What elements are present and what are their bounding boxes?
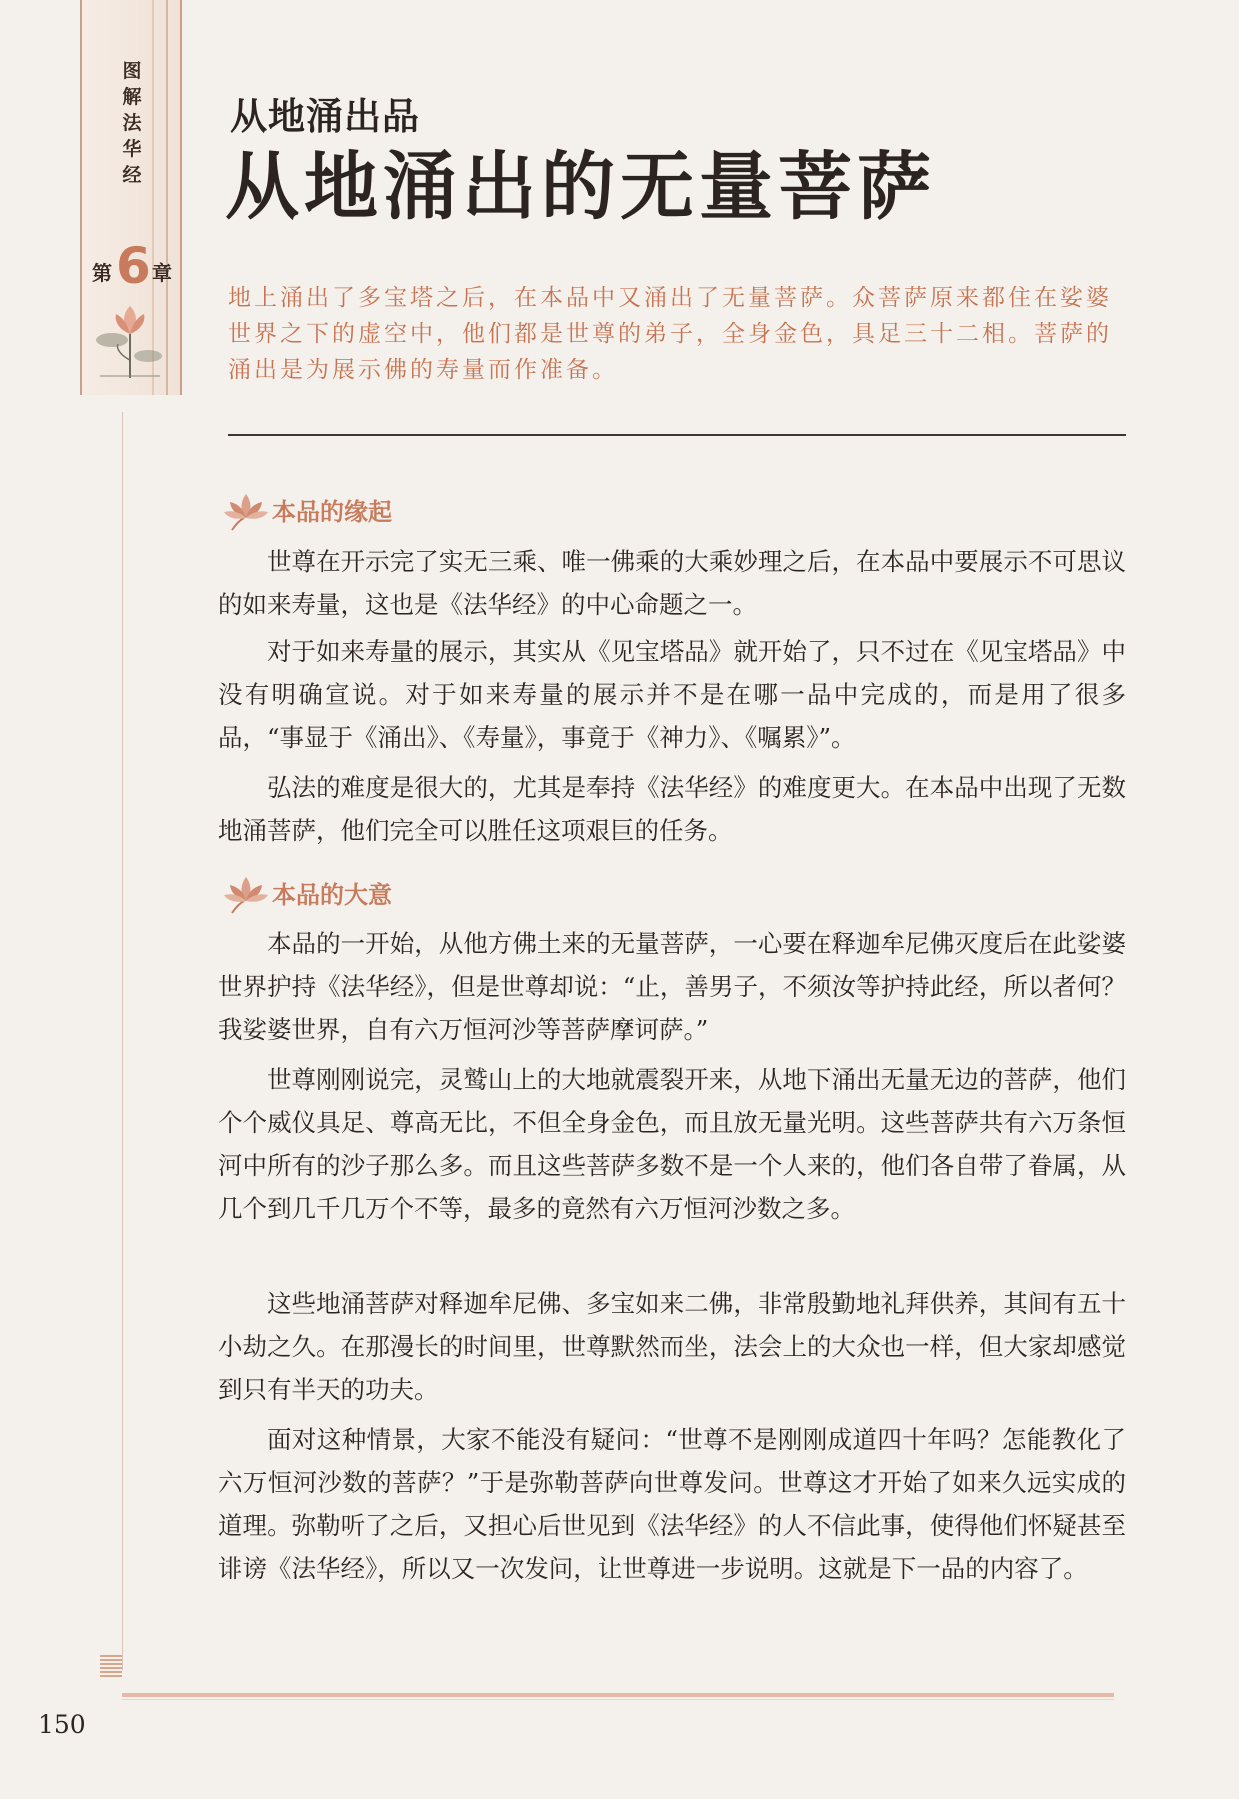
body-paragraph: 世尊刚刚说完，灵鹫山上的大地就震裂开来，从地下涌出无量无边的菩萨，他们个个威仪具足、尊高无比，不但全身金色，而且放无量光明。这些菩萨共有六万条恒河中所有的沙子那么多。而且这些菩萨多数不是一个人来的，他们各自带了眷属，从几个到几千几万个不等，最多的竟然有六万恒河沙数之多。 <box>218 1065 1126 1223</box>
footer-rule <box>122 1699 1114 1700</box>
body-paragraph: 对于如来寿量的展示，其实从《见宝塔品》就开始了，只不过在《见宝塔品》中没有明确宣说。对于如来寿量的展示并不是在哪一品中完成的，而是用了很多品，“事显于《涌出》、《寿量》，事竟于《神力》、《嘱累》”。 <box>218 637 1126 752</box>
page-number: 150 <box>38 1710 86 1739</box>
footer-rule <box>122 1693 1114 1697</box>
section-heading-label: 本品的缘起 <box>272 498 392 526</box>
chapter-badge <box>88 237 180 295</box>
section-subtitle: 从地涌出品 <box>230 94 420 138</box>
body-paragraph: 这些地涌菩萨对释迦牟尼佛、多宝如来二佛，非常殷勤地礼拜供养，其间有五十小劫之久。在那漫长的时间里，世尊默然而坐，法会上的大众也一样，但大家却感觉到只有半天的功夫。 <box>218 1289 1126 1404</box>
chapter-suffix: 章 <box>152 261 172 285</box>
lotus-flower-icon <box>222 490 268 532</box>
page-title: 从地涌出的无量菩萨 <box>225 144 936 230</box>
lotus-flower-icon <box>222 873 268 915</box>
margin-ornament <box>100 1655 122 1677</box>
body-paragraph: 本品的一开始，从他方佛土来的无量菩萨，一心要在释迦牟尼佛灭度后在此娑婆世界护持《法华经》，但是世尊却说：“止，善男子，不须汝等护持此经，所以者何？我娑婆世界，自有六万恒河沙等菩萨摩诃萨。” <box>218 929 1126 1044</box>
chapter-prefix: 第 <box>92 261 112 285</box>
body-paragraph: 世尊在开示完了实无三乘、唯一佛乘的大乘妙理之后，在本品中要展示不可思议的如来寿量，这也是《法华经》的中心命题之一。 <box>218 547 1126 619</box>
chapter-side-tab <box>80 0 182 395</box>
body-paragraph: 面对这种情景，大家不能没有疑问：“世尊不是刚刚成道四十年吗？怎能教化了六万恒河沙数的菩萨？”于是弥勒菩萨向世尊发问。世尊这才开始了如来久远实成的道理。弥勒听了之后，又担心后世见到《法华经》的人不信此事，使得他们怀疑甚至诽谤《法华经》，所以又一次发问，让世尊进一步说明。这就是下一品的内容了。 <box>218 1425 1126 1583</box>
intro-divider <box>228 434 1126 436</box>
series-title: 图解法华经 <box>122 60 142 186</box>
body-paragraph: 弘法的难度是很大的，尤其是奉持《法华经》的难度更大。在本品中出现了无数地涌菩萨，他们完全可以胜任这项艰巨的任务。 <box>218 773 1126 845</box>
margin-rule <box>122 412 123 1670</box>
section-heading-label: 本品的大意 <box>272 881 392 909</box>
lotus-plant-icon <box>90 300 170 380</box>
chapter-number: 6 <box>116 237 151 295</box>
intro-summary: 地上涌出了多宝塔之后，在本品中又涌出了无量菩萨。众菩萨原来都住在娑婆世界之下的虚空中，他们都是世尊的弟子，全身金色，具足三十二相。菩萨的涌出是为展示佛的寿量而作准备。 <box>228 285 1112 383</box>
